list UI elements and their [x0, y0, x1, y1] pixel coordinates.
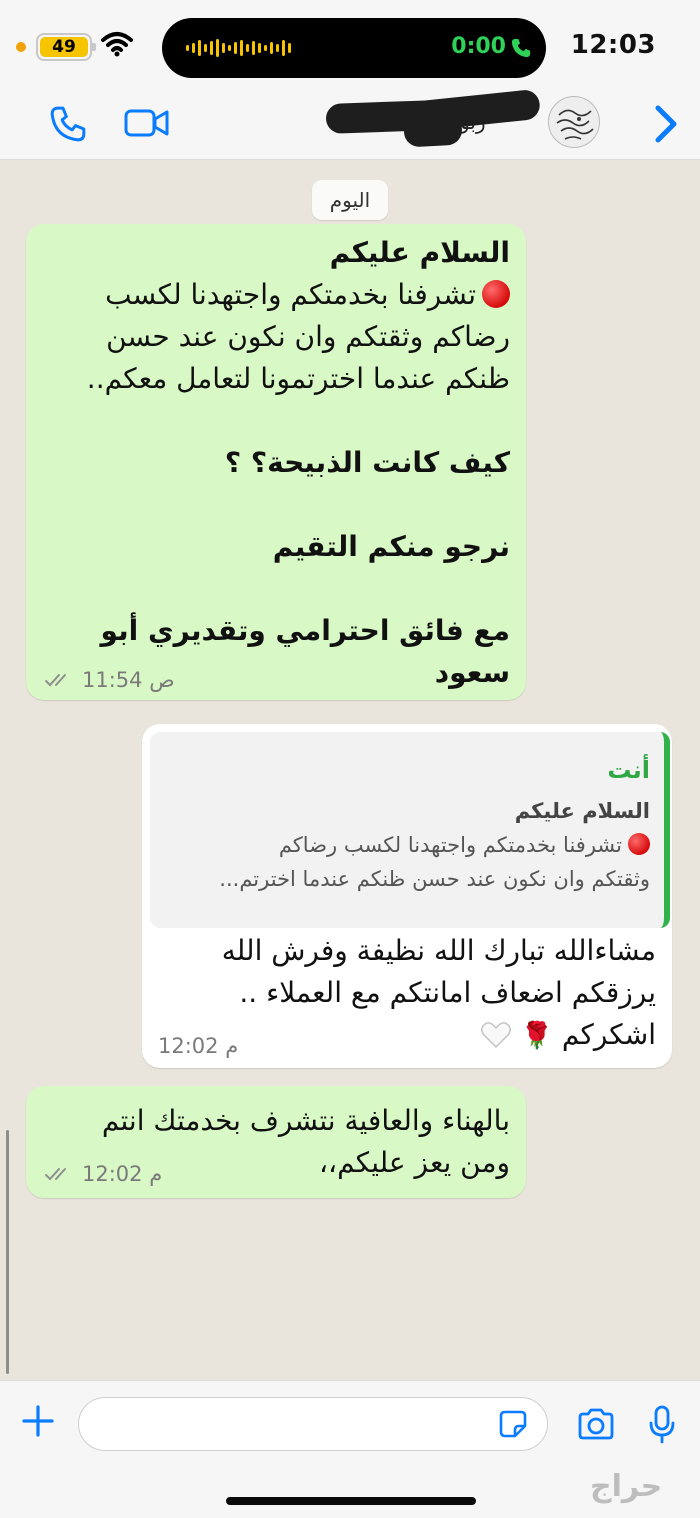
redaction-mark [403, 115, 462, 148]
message-line: رضاكم وثقتكم وان نكون عند حسن [106, 320, 510, 353]
voice-call-icon[interactable] [48, 104, 88, 144]
double-check-icon [44, 1166, 76, 1182]
date-separator: اليوم [312, 180, 388, 220]
message-bubble-sent[interactable] [142, 724, 672, 1068]
wifi-icon [100, 30, 134, 58]
message-meta [158, 1034, 238, 1058]
quoted-reply[interactable] [150, 732, 670, 928]
quote-author: أنت [607, 756, 650, 784]
call-timer: 0:00 [451, 34, 506, 59]
message-bubble-received[interactable] [26, 1086, 526, 1198]
quote-title: السلام عليكم [514, 799, 650, 823]
dynamic-island-call[interactable] [162, 18, 546, 78]
message-line: يرزقكم اضعاف امانتكم مع العملاء .. [239, 976, 656, 1009]
status-bar [0, 0, 700, 92]
message-line: ظنكم عندما اخترتمونا لتعامل معكم.. [86, 362, 510, 395]
message-bubble-received[interactable] [26, 224, 526, 700]
plus-icon[interactable] [20, 1403, 56, 1439]
scroll-indicator[interactable] [6, 1130, 9, 1374]
message-text [40, 232, 510, 694]
home-indicator[interactable] [226, 1497, 476, 1505]
audio-waveform-icon [186, 38, 291, 58]
watermark-logo: حراج [590, 1469, 663, 1504]
contact-avatar[interactable] [548, 96, 600, 148]
message-time: 11:54 ص [82, 668, 175, 692]
chevron-right-icon[interactable] [652, 104, 680, 144]
message-line: نرجو منكم التقيم [272, 530, 510, 563]
chat-header [0, 92, 700, 160]
phone-icon [510, 36, 532, 60]
message-line: اشكركم [561, 1018, 656, 1051]
microphone-icon[interactable] [648, 1405, 676, 1445]
calligraphy-avatar-image [549, 97, 600, 148]
status-time: 12:03 [570, 30, 656, 60]
message-line: بالهناء والعافية نتشرف بخدمتك انتم [101, 1104, 510, 1137]
sticker-icon[interactable] [498, 1409, 528, 1439]
message-composer [0, 1380, 700, 1518]
message-line: مشاءالله تبارك الله نظيفة وفرش الله [221, 934, 656, 967]
battery-icon [36, 33, 92, 61]
red-circle-emoji [628, 833, 650, 855]
white-heart-emoji [480, 1020, 512, 1050]
message-line: مع فائق احترامي وتقديري أبو سعود [100, 614, 510, 689]
chat-area[interactable] [0, 160, 700, 1380]
message-line: كيف كانت الذبيحة؟ ؟ [224, 446, 510, 479]
video-call-icon[interactable] [124, 106, 170, 140]
privacy-indicator-dot [16, 42, 26, 52]
double-check-icon [44, 672, 76, 688]
battery-level: 49 [40, 37, 88, 57]
red-circle-emoji [482, 280, 510, 308]
message-meta [44, 1162, 162, 1186]
message-line: السلام عليكم [329, 236, 510, 269]
message-time: 12:02 م [82, 1162, 163, 1186]
message-input[interactable] [78, 1397, 548, 1451]
rose-emoji: 🌹 [520, 1021, 553, 1051]
camera-icon[interactable] [576, 1407, 616, 1441]
message-time: 12:02 م [158, 1034, 239, 1058]
quote-line: تشرفنا بخدمتكم واجتهدنا لكسب رضاكم [278, 833, 622, 857]
message-meta [44, 668, 175, 692]
quote-line: وثقتكم وان نكون عند حسن ظنكم عندما اخترتم... [219, 867, 650, 891]
message-line: تشرفنا بخدمتكم واجتهدنا لكسب [105, 278, 476, 311]
message-line: ومن يعز عليكم،، [319, 1146, 510, 1179]
